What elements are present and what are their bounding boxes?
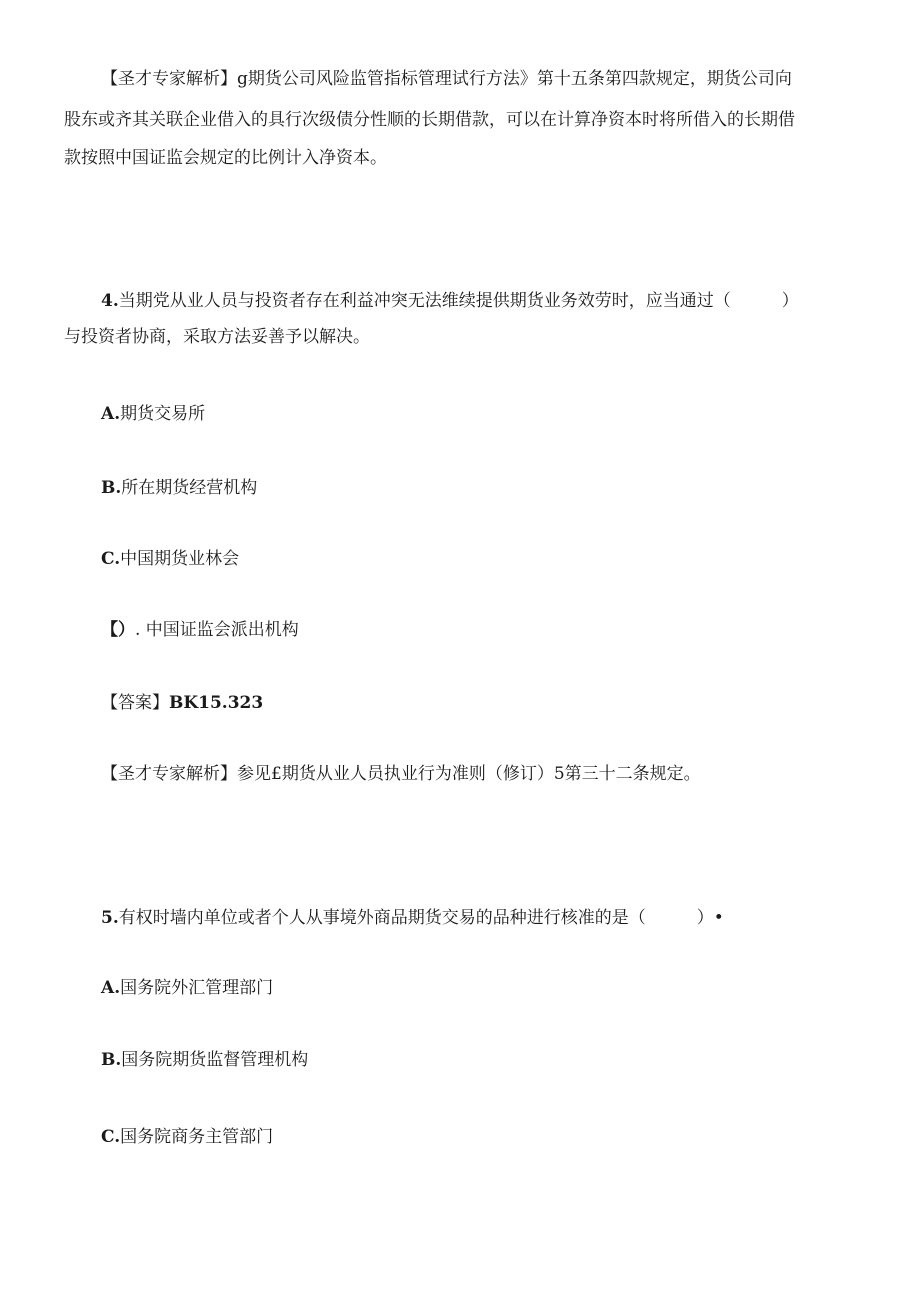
q5-option-c	[101, 1122, 273, 1147]
option-key: 【）	[101, 620, 135, 640]
option-key: A.	[101, 404, 121, 424]
answer-label: 【答案】	[101, 693, 169, 713]
option-text: 所在期货经营机构	[121, 478, 258, 498]
question-text: 当期党从业人员与投资者存在利益冲突无法维续提供期货业务效劳时，应当通过（ ）	[118, 291, 799, 311]
option-key: C.	[101, 549, 121, 569]
answer-line	[101, 688, 263, 713]
analysis-line-2: 股东或齐其关联企业借入的具行次级债分性顺的长期借款，可以在计算净资本时将所借入的长期借	[64, 110, 795, 130]
option-key: B.	[101, 478, 122, 498]
option-b	[101, 473, 257, 498]
analysis-line-3: 款按照中国证监会规定的比例计入净资本。	[64, 148, 387, 168]
option-text: 中国期货业林会	[120, 549, 240, 569]
answer-value: BK15.323	[169, 693, 264, 713]
option-d	[101, 615, 299, 640]
option-a	[101, 399, 205, 424]
question-number: 5.	[101, 908, 119, 928]
option-c	[101, 544, 239, 569]
option-text: 国务院商务主管部门	[120, 1127, 274, 1147]
analysis-label: 【圣才专家解析】	[101, 764, 237, 784]
question-4-line-1	[101, 286, 799, 311]
option-key: B.	[101, 1050, 122, 1070]
option-key: C.	[101, 1127, 121, 1147]
question-4-analysis	[101, 759, 701, 784]
question-number: 4.	[101, 291, 119, 311]
q5-option-b	[101, 1045, 308, 1070]
question-text: 有权时墙内单位或者个人从事境外商品期货交易的品种进行核准的是（ ）•	[118, 908, 724, 928]
option-text: 国务院外汇管理部门	[120, 978, 274, 998]
question-5-line-1	[101, 903, 724, 928]
q5-option-a	[101, 973, 273, 998]
option-key: A.	[101, 978, 121, 998]
analysis-text: 参见£期货从业人员执业行为准则（修订）5第三十二条规定。	[237, 764, 701, 784]
question-4-line-2: 与投资者协商，采取方法妥善予以解决。	[64, 327, 370, 347]
option-text: . 中国证监会派出机构	[135, 620, 299, 640]
option-text: 期货交易所	[120, 404, 206, 424]
option-text: 国务院期货监督管理机构	[121, 1050, 309, 1070]
analysis-line-1: 【圣才专家解析】g期货公司风险监管指标管理试行方法》第十五条第四款规定，期货公司向	[101, 69, 792, 89]
